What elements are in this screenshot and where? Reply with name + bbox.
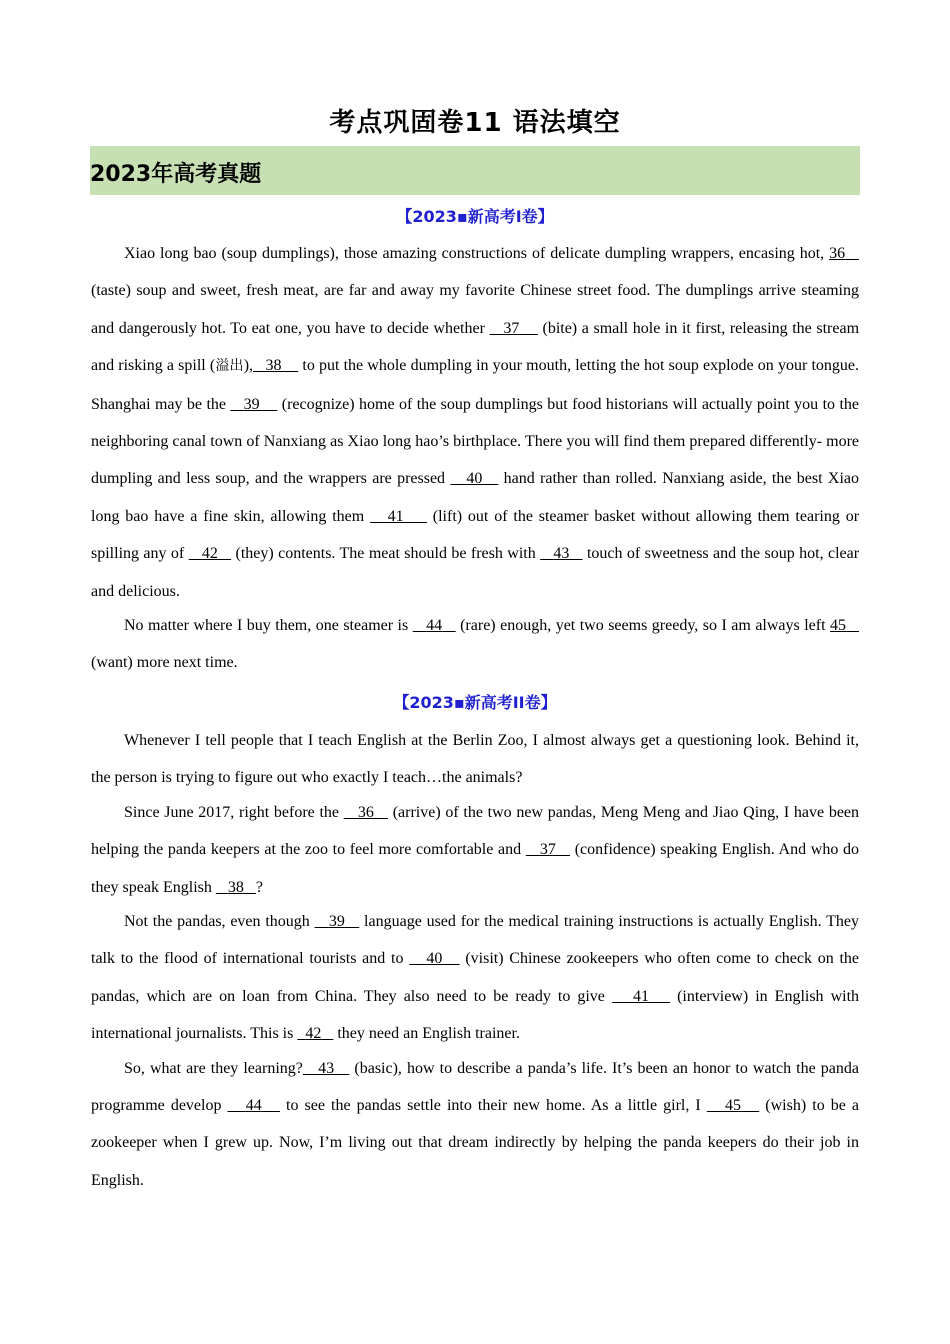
text-run: they need an English trainer.: [333, 1025, 520, 1043]
text-run: (confidence) speaking English. And who do they speak English: [91, 841, 860, 896]
blank-38[interactable]: 38: [227, 878, 244, 896]
section-heading-bar: [90, 146, 860, 195]
text-run: language used for the medical training instructions is actually English. They talk to the flood of international tourists and to: [91, 913, 860, 968]
blank-37[interactable]: 37: [539, 841, 556, 859]
text-run: (taste) soup and sweet, fresh meat, are far and away my favorite Chinese street food. The dumplings arrive steaming and dangerously hot. To eat one, you have to decide whether: [91, 282, 859, 337]
paragraph: [91, 607, 859, 682]
blank-36[interactable]: 36: [829, 245, 846, 262]
page-title: 考点巩固卷11 语法填空: [329, 108, 621, 138]
blank-45[interactable]: 45: [725, 1097, 742, 1115]
paragraph: [91, 794, 859, 906]
blank-45[interactable]: 45: [830, 617, 847, 635]
paragraph: Whenever I tell people that I teach English at the Berlin Zoo, I almost always get a questioning look. Behind it, the person is trying to figure out who exactly I teach…the animals?: [91, 732, 859, 787]
text-run: (recognize) home of the soup dumplings but food historians will actually point you to the neighboring canal town of Nanxiang as Xiao long hao’s birthplace. There you will find them prepared differently- more dumpling and less soup, and the wrappers are pressed: [91, 395, 860, 488]
text-run: (visit) Chinese zookeepers who often come to check on the pandas, which are on loan from China. They also need to be ready to give: [91, 950, 860, 1005]
text-run: (wish) to be a zookeeper when I grew up. Now, I’m living out that dream indirectly by helping the panda keepers do their job in English.: [91, 1097, 860, 1189]
blank-42[interactable]: 42: [201, 545, 218, 563]
blank-44[interactable]: 44: [245, 1097, 262, 1115]
blank-42[interactable]: 42: [305, 1025, 322, 1043]
blank-40[interactable]: 40: [466, 470, 483, 488]
text-run: to see the pandas settle into their new home. As a little girl, I: [279, 1097, 707, 1115]
blank-38[interactable]: 38: [265, 357, 282, 375]
text-run: (they) contents. The meat should be fresh with: [231, 545, 541, 563]
text-run: (interview) in English with international journalists. This is: [91, 987, 860, 1043]
blank-39[interactable]: 39: [328, 913, 345, 931]
text-run: No matter where I buy them, one steamer is: [124, 617, 413, 635]
blank-41[interactable]: 41: [387, 507, 404, 525]
blank-37[interactable]: 37: [503, 319, 520, 337]
exam-2-header: 【2023▪新高考II卷】: [393, 693, 557, 712]
text-run: (bite) a small hole in it first, releasing the stream and risking a spill (: [91, 319, 860, 375]
text-run: ?: [255, 878, 263, 896]
text-run: Since June 2017, right before the: [124, 803, 344, 821]
text-run: So, what are they learning?: [124, 1059, 303, 1077]
paragraph: [91, 1050, 859, 1200]
paragraph: [91, 903, 859, 1053]
text-run: ),: [243, 357, 254, 375]
exam-1-header: 【2023▪新高考I卷】: [396, 207, 554, 226]
text-run: (want) more next time.: [91, 654, 238, 672]
text-run: touch of sweetness and the soup hot, clear and delicious.: [91, 545, 860, 600]
section-heading: 2023年高考真题: [90, 162, 262, 187]
blank-44[interactable]: 44: [426, 617, 443, 635]
blank-40[interactable]: 40: [426, 950, 443, 968]
text-run: (rare) enough, yet two seems greedy, so I am always left: [455, 617, 831, 635]
paragraph: [91, 235, 859, 610]
blank-39[interactable]: 39: [243, 395, 260, 413]
text-run: Xiao long bao (soup dumplings), those amazing constructions of delicate dumpling wrappers, encasing hot,: [124, 245, 830, 262]
text-run: hand rather than rolled. Nanxiang aside, the best Xiao long bao have a fine skin, allowing them: [91, 470, 859, 525]
exam-1-passage: [91, 235, 859, 682]
text-run: (arrive) of the two new pandas, Meng Meng and Jiao Qing, I have been helping the panda keepers at the zoo to feel more comfortable and: [91, 803, 860, 859]
blank-36[interactable]: 36: [357, 803, 374, 821]
text-run: Not the pandas, even though: [124, 913, 315, 931]
text-run: to put the whole dumpling in your mouth, letting the hot soup explode on your tongue. Shanghai may be the: [91, 357, 860, 413]
text-run: (lift) out of the steamer basket without allowing them tearing or spilling any of: [91, 507, 860, 563]
blank-43[interactable]: 43: [318, 1059, 335, 1077]
exam-2-passage: [91, 722, 859, 1199]
blank-41[interactable]: 41: [633, 987, 649, 1005]
blank-43[interactable]: 43: [553, 545, 570, 563]
text-run-chinese: 溢出: [215, 358, 244, 375]
text-run: (basic), how to describe a panda’s life. It’s been an honor to watch the panda programme develop: [91, 1059, 860, 1115]
